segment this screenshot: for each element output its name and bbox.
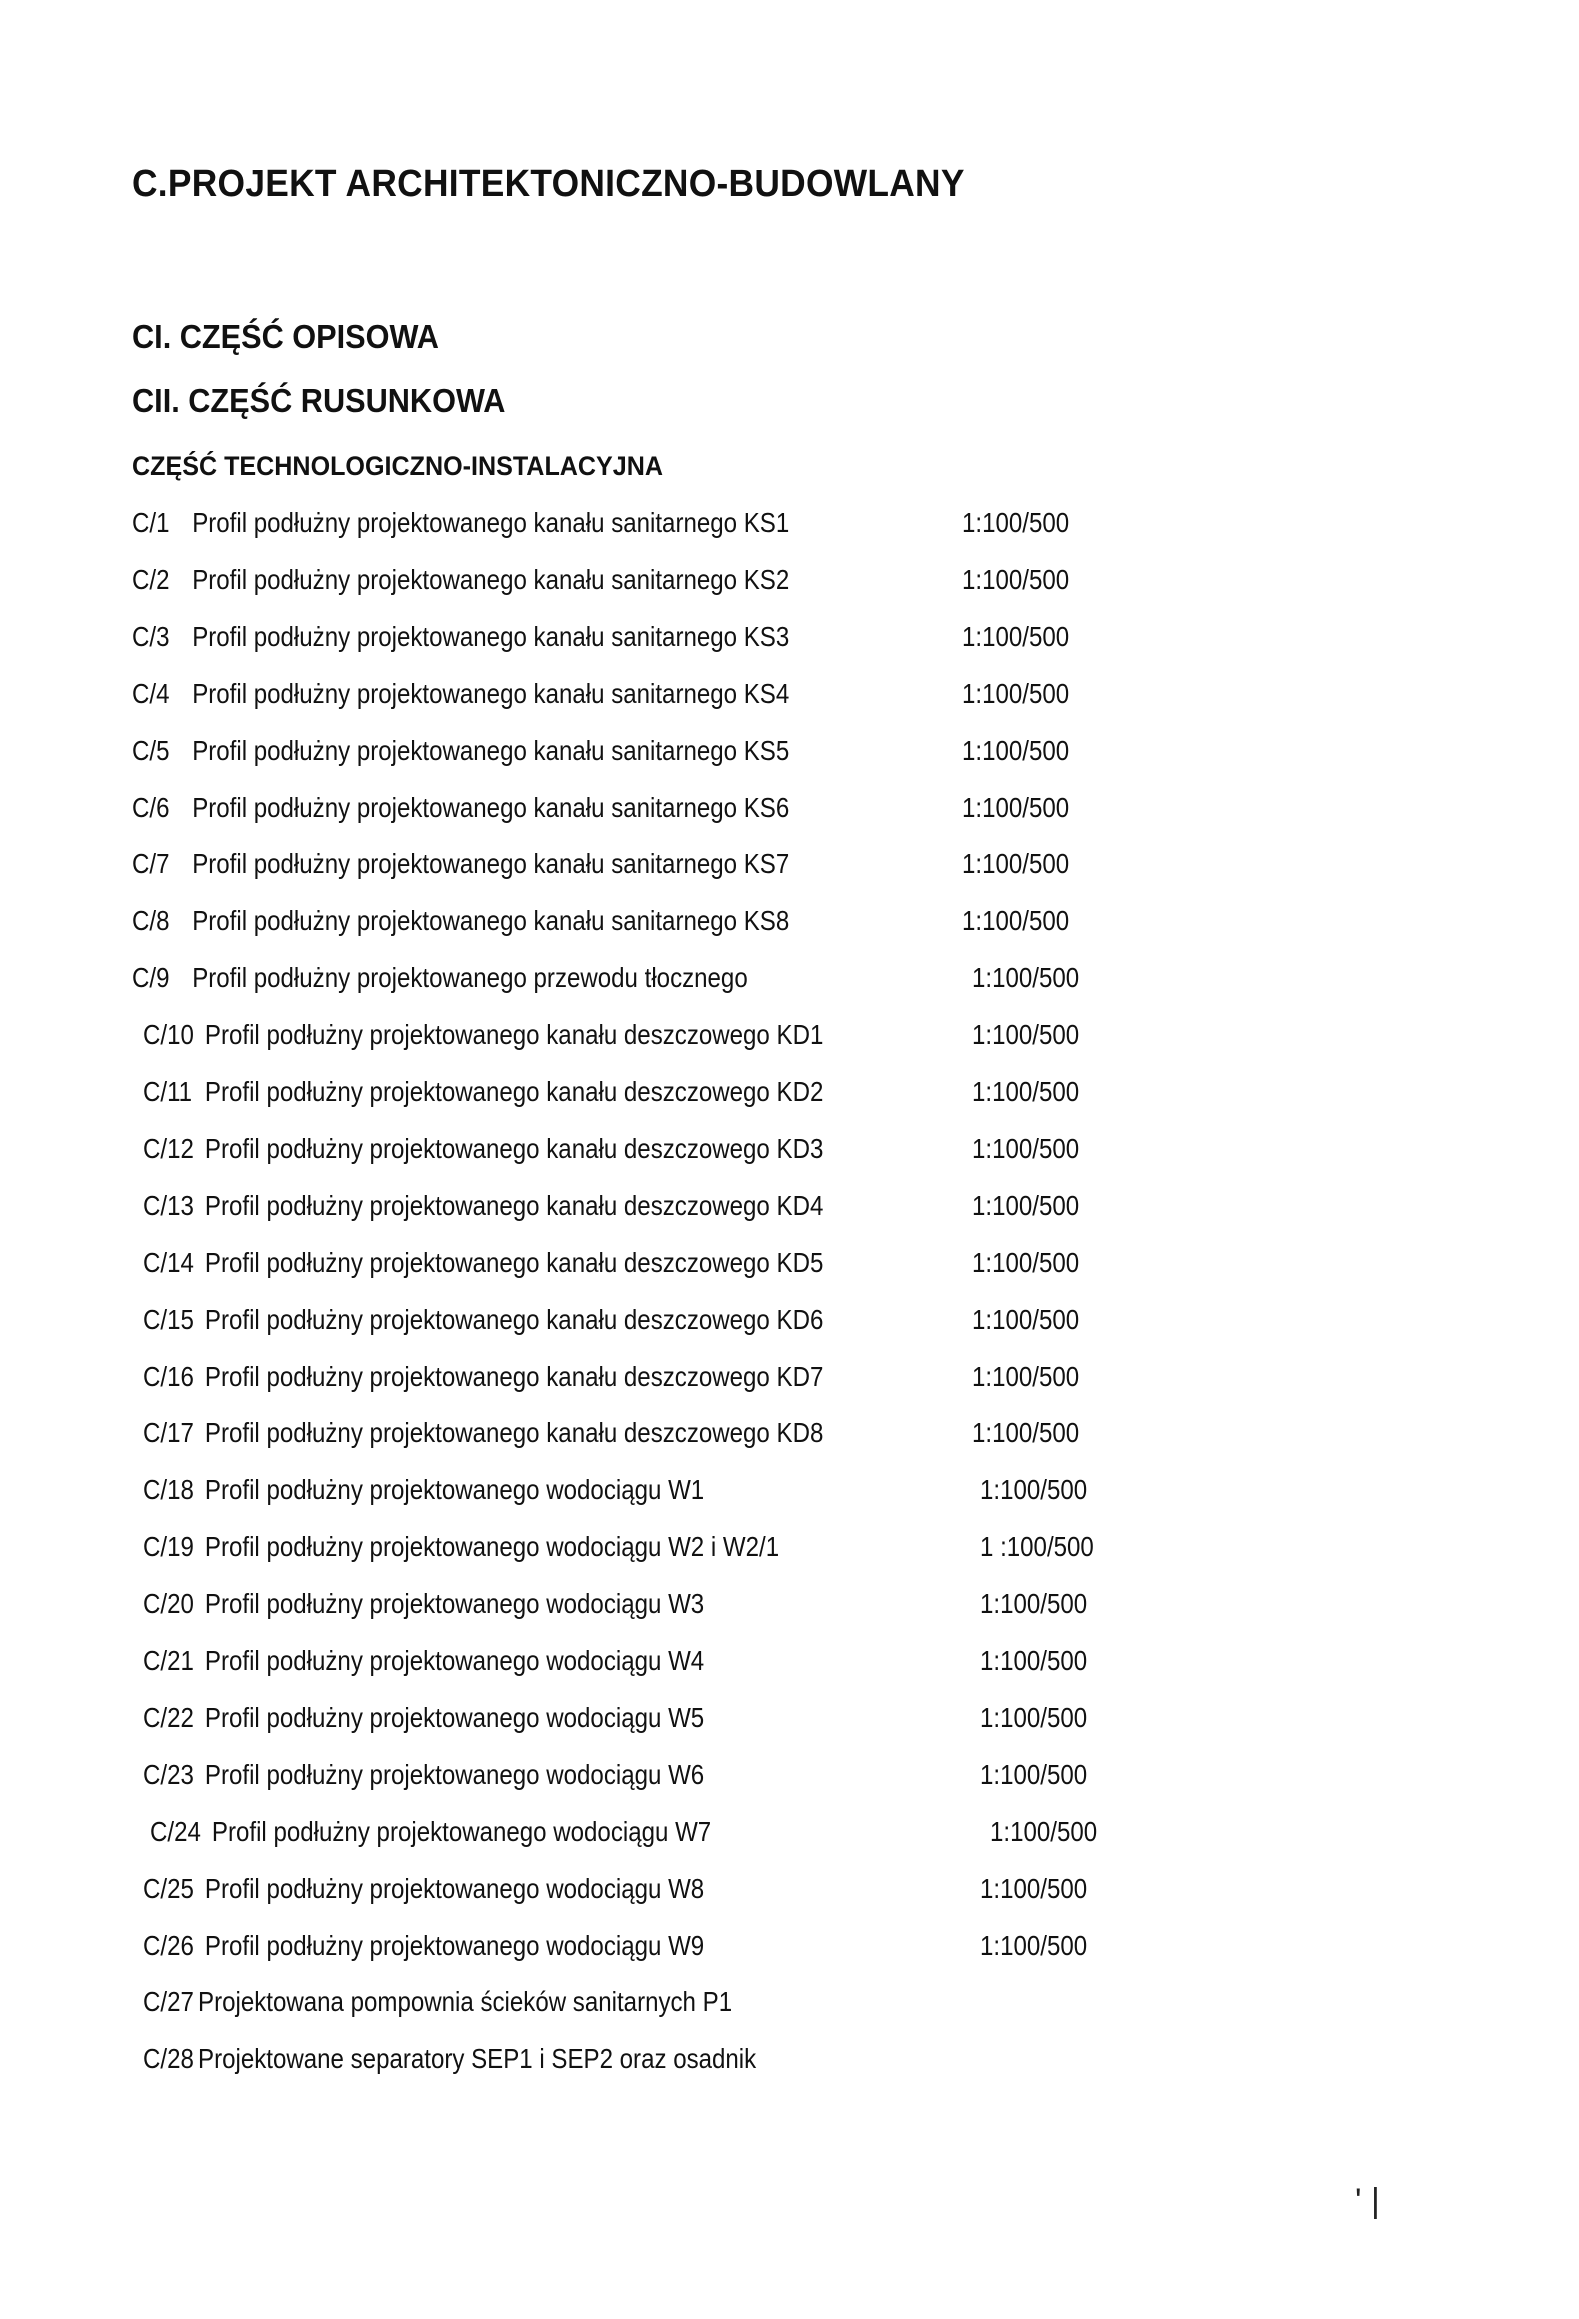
- drawing-description: Profil podłużny projektowanego wodociągu W8: [204, 1873, 705, 1904]
- drawing-description: Profil podłużny projektowanego kanału sanitarnego KS3: [192, 621, 790, 652]
- section-heading-drawings: CII. CZĘŚĆ RUSUNKOWA: [132, 382, 506, 419]
- drawing-description: Profil podłużny projektowanego kanału deszczowego KD3: [204, 1133, 824, 1164]
- drawing-code: C/9: [132, 962, 170, 993]
- drawing-scale: 1:100/500: [962, 678, 1070, 709]
- drawing-scale: 1:100/500: [972, 1133, 1080, 1164]
- list-item: [132, 621, 789, 665]
- list-item: [143, 1247, 823, 1291]
- list-item: [143, 2043, 756, 2087]
- drawing-scale: 1:100/500: [990, 1816, 1098, 1847]
- drawing-description: Profil podłużny projektowanego wodociągu W4: [204, 1645, 705, 1676]
- drawing-code: C/14: [143, 1247, 194, 1278]
- document-title: C.PROJEKT ARCHITEKTONICZNO-BUDOWLANY: [132, 163, 965, 205]
- list-item: [143, 1417, 823, 1461]
- drawing-scale: 1:100/500: [962, 564, 1070, 595]
- list-item: [132, 507, 789, 551]
- drawing-description: Profil podłużny projektowanego kanału sanitarnego KS1: [192, 507, 790, 538]
- list-item: [132, 792, 789, 836]
- drawing-scale: 1:100/500: [962, 848, 1070, 879]
- drawing-scale: 1:100/500: [972, 1190, 1080, 1221]
- drawing-scale: 1:100/500: [980, 1474, 1088, 1505]
- drawing-description: Profil podłużny projektowanego wodociągu W6: [204, 1759, 705, 1790]
- drawing-description: Profil podłużny projektowanego kanału deszczowego KD7: [204, 1361, 824, 1392]
- drawing-scale: 1:100/500: [962, 735, 1070, 766]
- drawing-description: Profil podłużny projektowanego kanału sanitarnego KS7: [192, 848, 790, 879]
- drawing-description: Projektowane separatory SEP1 i SEP2 oraz osadnik: [198, 2043, 757, 2074]
- subsection-heading: CZĘŚĆ TECHNOLOGICZNO-INSTALACYJNA: [132, 451, 664, 481]
- drawing-code: C/10: [143, 1019, 194, 1050]
- list-item: [150, 1816, 711, 1860]
- list-item: [132, 905, 789, 949]
- drawing-code: C/1: [132, 507, 170, 538]
- list-item: [143, 1873, 704, 1917]
- drawing-code: C/28: [143, 2043, 194, 2074]
- drawing-description: Profil podłużny projektowanego kanału sanitarnego KS5: [192, 735, 790, 766]
- list-item: [143, 1190, 823, 1234]
- drawing-code: C/6: [132, 792, 170, 823]
- drawing-description: Profil podłużny projektowanego kanału sanitarnego KS8: [192, 905, 790, 936]
- drawing-description: Profil podłużny projektowanego wodociągu W7: [211, 1816, 712, 1847]
- drawing-scale: 1:100/500: [972, 1417, 1080, 1448]
- drawing-code: C/4: [132, 678, 170, 709]
- drawing-scale: 1:100/500: [980, 1873, 1088, 1904]
- drawing-description: Profil podłużny projektowanego kanału deszczowego KD4: [204, 1190, 824, 1221]
- list-item: [143, 1531, 779, 1575]
- drawing-scale: 1:100/500: [972, 1247, 1080, 1278]
- drawing-scale: 1:100/500: [972, 1304, 1080, 1335]
- drawing-code: C/12: [143, 1133, 194, 1164]
- drawing-description: Profil podłużny projektowanego kanału deszczowego KD2: [204, 1076, 824, 1107]
- list-item: [132, 735, 789, 779]
- list-item: [132, 962, 748, 1006]
- drawing-code: C/26: [143, 1930, 194, 1961]
- drawing-description: Profil podłużny projektowanego kanału sanitarnego KS4: [192, 678, 790, 709]
- drawing-code: C/16: [143, 1361, 194, 1392]
- list-item: [143, 1645, 704, 1689]
- drawing-code: C/18: [143, 1474, 194, 1505]
- drawing-code: C/20: [143, 1588, 194, 1619]
- drawing-description: Profil podłużny projektowanego kanału deszczowego KD8: [204, 1417, 824, 1448]
- drawing-description: Profil podłużny projektowanego wodociągu W9: [204, 1930, 705, 1961]
- list-item: [143, 1019, 823, 1063]
- drawing-description: Profil podłużny projektowanego kanału sanitarnego KS6: [192, 792, 790, 823]
- drawing-code: C/13: [143, 1190, 194, 1221]
- drawing-code: C/27: [143, 1986, 194, 2017]
- drawing-scale: 1:100/500: [980, 1702, 1088, 1733]
- drawing-code: C/21: [143, 1645, 194, 1676]
- drawing-code: C/7: [132, 848, 170, 879]
- list-item: [143, 1304, 823, 1348]
- page-mark: ' |: [1355, 2182, 1380, 2220]
- list-item: [143, 1759, 704, 1803]
- drawing-scale: 1:100/500: [980, 1759, 1088, 1790]
- drawing-code: C/25: [143, 1873, 194, 1904]
- drawing-code: C/22: [143, 1702, 194, 1733]
- drawing-description: Profil podłużny projektowanego wodociągu W3: [204, 1588, 705, 1619]
- drawing-description: Profil podłużny projektowanego kanału sanitarnego KS2: [192, 564, 790, 595]
- drawing-scale: 1:100/500: [962, 792, 1070, 823]
- drawing-description: Profil podłużny projektowanego kanału deszczowego KD1: [204, 1019, 824, 1050]
- drawing-scale: 1:100/500: [962, 621, 1070, 652]
- drawing-description: Profil podłużny projektowanego wodociągu W1: [204, 1474, 705, 1505]
- drawing-description: Profil podłużny projektowanego przewodu tłocznego: [192, 962, 748, 993]
- list-item: [132, 564, 789, 608]
- list-item: [143, 1361, 823, 1405]
- drawing-scale: 1:100/500: [980, 1588, 1088, 1619]
- list-item: [143, 1986, 732, 2030]
- list-item: [143, 1702, 704, 1746]
- drawing-code: C/23: [143, 1759, 194, 1790]
- drawing-code: C/8: [132, 905, 170, 936]
- drawing-scale: 1 :100/500: [980, 1531, 1094, 1562]
- list-item: [143, 1133, 823, 1177]
- drawing-description: Profil podłużny projektowanego wodociągu W2 i W2/1: [204, 1531, 780, 1562]
- drawing-description: Profil podłużny projektowanego wodociągu W5: [204, 1702, 705, 1733]
- drawing-code: C/2: [132, 564, 170, 595]
- drawing-description: Projektowana pompownia ścieków sanitarnych P1: [198, 1986, 733, 2017]
- drawing-code: C/15: [143, 1304, 194, 1335]
- list-item: [143, 1474, 704, 1518]
- drawing-scale: 1:100/500: [972, 1019, 1080, 1050]
- drawing-code: C/24: [150, 1816, 201, 1847]
- list-item: [132, 848, 789, 892]
- drawing-description: Profil podłużny projektowanego kanału deszczowego KD6: [204, 1304, 824, 1335]
- drawing-code: C/5: [132, 735, 170, 766]
- drawing-scale: 1:100/500: [980, 1930, 1088, 1961]
- drawing-scale: 1:100/500: [980, 1645, 1088, 1676]
- drawing-scale: 1:100/500: [962, 905, 1070, 936]
- drawing-code: C/17: [143, 1417, 194, 1448]
- list-item: [143, 1930, 704, 1974]
- list-item: [132, 678, 789, 722]
- drawing-scale: 1:100/500: [972, 1076, 1080, 1107]
- list-item: [143, 1588, 704, 1632]
- drawing-scale: 1:100/500: [962, 507, 1070, 538]
- drawing-scale: 1:100/500: [972, 1361, 1080, 1392]
- drawing-code: C/19: [143, 1531, 194, 1562]
- drawing-scale: 1:100/500: [972, 962, 1080, 993]
- drawing-description: Profil podłużny projektowanego kanału deszczowego KD5: [204, 1247, 824, 1278]
- drawing-code: C/3: [132, 621, 170, 652]
- list-item: [143, 1076, 823, 1120]
- drawing-code: C/11: [143, 1076, 193, 1107]
- section-heading-descriptive: CI. CZĘŚĆ OPISOWA: [132, 318, 439, 355]
